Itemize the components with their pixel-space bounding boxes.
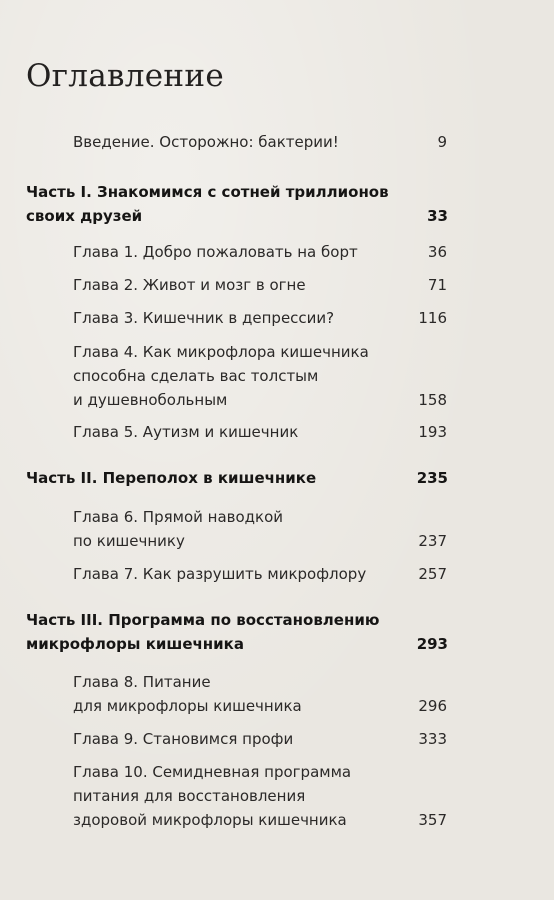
toc-chapter-title-line: Глава 2. Живот и мозг в огне [73,276,306,294]
toc-part-title-line: микрофлоры кишечника [26,635,244,653]
toc-chapter-title-line: Глава 8. Питание [73,673,211,691]
toc-chapter-title-line: Глава 1. Добро пожаловать на борт [73,243,358,261]
toc-chapter-title-line: Глава 3. Кишечник в депрессии? [73,309,335,327]
toc-part-title-line: Часть I. Знакомимся с сотней триллионов [26,183,389,201]
toc-page-number: 9 [437,133,447,151]
toc-page-number: 116 [418,309,447,327]
toc-chapter-title-line: Глава 5. Аутизм и кишечник [73,423,299,441]
toc-page-number: 333 [418,730,447,748]
toc-page-number: 193 [418,423,447,441]
toc-chapter-title-line: питания для восстановления [73,787,306,805]
toc-chapter-title-line: способна сделать вас толстым [73,367,319,385]
toc-chapter-title-line: Глава 10. Семидневная программа [73,763,352,781]
toc-entry-text: Введение. Осторожно: бактерии! [73,133,339,151]
toc-page-number: 235 [416,469,448,487]
toc-page-number: 257 [418,565,447,583]
page-title: Оглавление [26,58,224,94]
toc-page-number: 293 [416,635,448,653]
toc-chapter-title-line: по кишечнику [73,532,185,550]
toc-chapter-title-line: Глава 4. Как микрофлора кишечника [73,343,369,361]
toc-page-number: 71 [427,276,447,294]
toc-page-number: 36 [427,243,447,261]
toc-page-number: 33 [427,207,448,225]
toc-page-number: 357 [418,811,447,829]
toc-chapter-title-line: Глава 9. Становимся профи [73,730,294,748]
toc-part-title-line: своих друзей [26,207,143,225]
toc-chapter-title-line: здоровой микрофлоры кишечника [73,811,347,829]
toc-page-number: 237 [418,532,447,550]
toc-page-number: 158 [418,391,447,409]
toc-part-title-line: Часть II. Переполох в кишечнике [26,469,317,487]
toc-chapter-title-line: и душевнобольным [73,391,228,409]
toc-chapter-title-line: Глава 6. Прямой наводкой [73,508,284,526]
toc-chapter-title-line: Глава 7. Как разрушить микрофлору [73,565,367,583]
toc-chapter-title-line: для микрофлоры кишечника [73,697,302,715]
toc-page-number: 296 [418,697,447,715]
toc-part-title-line: Часть III. Программа по восстановлению [26,611,380,629]
